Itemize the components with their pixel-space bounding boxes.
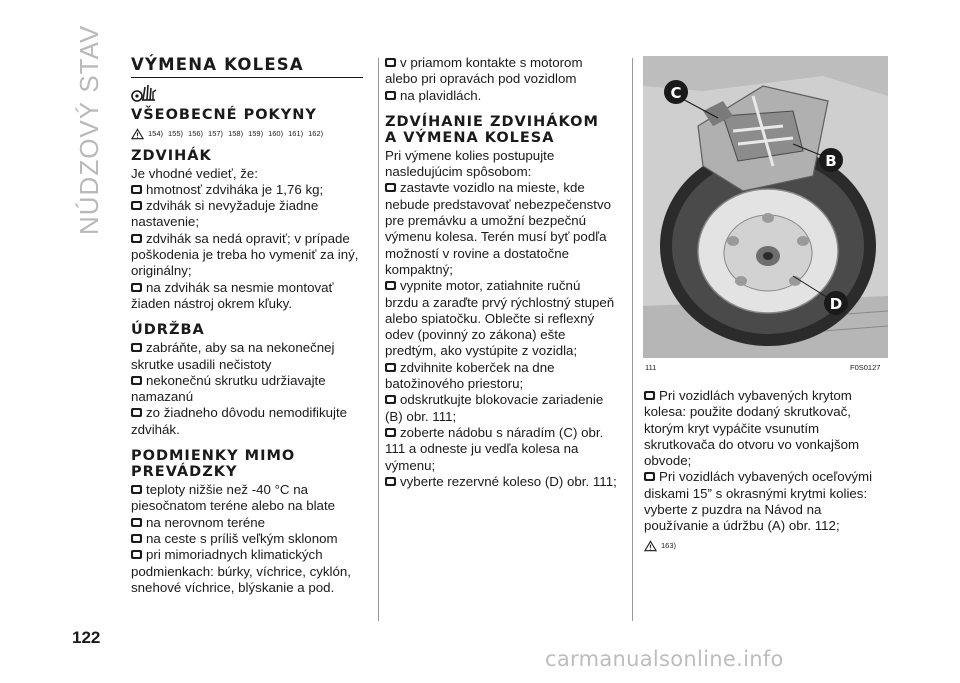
warning-ref: 158)	[228, 129, 244, 139]
page-number: 122	[72, 628, 101, 647]
figure-number: 111	[645, 363, 657, 372]
jacking-heading: ZDVÍHANIE ZDVIHÁKOM A VÝMENA KOLESA	[385, 113, 599, 146]
bullet-icon	[385, 58, 396, 67]
bullet-icon	[385, 183, 396, 192]
figure-label-d: D	[829, 295, 843, 313]
bullet-icon	[644, 391, 655, 400]
column-2	[385, 55, 617, 490]
list-item: teploty nižšie než -40 °C na piesočnatom teréne alebo na blate	[131, 482, 336, 514]
bullet-icon	[385, 91, 396, 100]
list-item: vypnite motor, zatiahnite ručnú brzdu a zaraďte prvý rýchlostný stupeň alebo spiatočku. Oblečte si reflexný odev (povinný zo zákona) ešte predtým, ako vystúpite z vozidla;	[385, 278, 615, 359]
list-item: Pri vozidlách vybavených krytom kolesa: použite dodaný skrutkovač, ktorým kryt vypáčite vsunutím skrutkovača do otvoru vo vonkajšom obvode;	[644, 388, 860, 469]
figure-label-b: B	[825, 152, 837, 170]
warning-ref: 154)	[148, 129, 164, 139]
spare-wheel-figure	[643, 56, 888, 358]
tyre-tools-icon	[131, 84, 363, 102]
list-item: nekonečnú skrutku udržiavajte namazanú	[131, 372, 326, 405]
warning-ref: 155)	[168, 129, 184, 139]
watermark: carmanualsonline.info	[545, 647, 784, 671]
out-of-service-heading: PODMIENKY MIMO PREVÁDZKY	[131, 448, 296, 481]
figure-code: F0S0127	[850, 363, 881, 372]
warning-ref-list	[148, 126, 328, 142]
column-divider-2	[632, 58, 633, 621]
bullet-icon	[385, 363, 396, 372]
list-item: zdvihnite koberček na dne batožinového priestoru;	[385, 359, 555, 392]
bullet-icon	[131, 534, 142, 543]
general-instructions-heading: VŠEOBECNÉ POKYNY	[131, 107, 317, 124]
bullet-icon	[131, 234, 142, 243]
list-item: zdvihák si nevyžaduje žiadne nastavenie;	[131, 198, 319, 230]
bullet-icon	[131, 343, 142, 352]
list-item: zdvihák sa nedá opraviť; v prípade poškodenia je treba ho vymeniť za iný, originálny;	[131, 230, 359, 279]
warning-ref: 156)	[188, 129, 204, 139]
bullet-icon	[131, 408, 142, 417]
list-item: zabráňte, aby sa na nekonečnej skrutke usadili nečistoty	[131, 340, 335, 372]
bullet-icon	[385, 395, 396, 404]
bullet-icon	[131, 518, 142, 527]
list-item: pri mimoriadnych klimatických podmienkach: búrky, víchrice, cyklón, snehové víchrice, blýskanie a pod.	[131, 547, 351, 595]
warning-references	[131, 126, 363, 142]
bullet-icon	[131, 201, 142, 210]
bullet-icon	[131, 550, 142, 559]
bullet-icon	[644, 472, 655, 481]
list-item: zastavte vozidlo na mieste, kde nebude predstavovať nebezpečenstvo pre premávku a umožní bezpečnú výmenu kolesa. Terén musí byť podľa možností v rovine a dostatočne kompaktný;	[385, 180, 612, 277]
jack-heading: ZDVIHÁK	[131, 147, 212, 164]
warning-ref: 161)	[288, 129, 304, 139]
maintenance-heading: ÚDRŽBA	[131, 322, 205, 339]
list-item: na ceste s príliš veľkým sklonom	[131, 531, 363, 547]
list-item: Pri vozidlách vybavených oceľovými diskami 15” s okrasnými krytmi kolies: vyberte z puzdra na Návod na používanie a údržbu (A) obr. 112;	[644, 469, 873, 534]
list-item: na nerovnom teréne	[131, 515, 363, 531]
list-item: odskrutkujte blokovacie zariadenie (B) obr. 111;	[385, 392, 604, 424]
warning-triangle-icon	[131, 128, 144, 140]
bullet-icon	[385, 477, 396, 486]
warning-ref: 157)	[208, 129, 224, 139]
bullet-icon	[131, 485, 142, 494]
warning-ref: 163)	[661, 540, 677, 550]
jacking-intro: Pri výmene kolies postupujte nasledujúcim spôsobom:	[385, 147, 555, 180]
side-section-title: NÚDZOVÝ STAV	[74, 24, 104, 235]
column-1	[131, 55, 363, 596]
warning-references	[644, 538, 888, 554]
warning-ref: 159)	[248, 129, 264, 139]
bullet-icon	[131, 283, 142, 292]
bullet-icon	[131, 376, 142, 385]
column-divider-1	[378, 58, 379, 621]
list-item: na zdvihák sa nesmie montovať žiaden nástroj okrem kľuky.	[131, 279, 334, 311]
warning-triangle-icon	[644, 540, 657, 552]
list-item: hmotnosť zdviháka je 1,76 kg;	[131, 182, 363, 198]
jack-intro: Je vhodné vedieť, že:	[131, 165, 258, 181]
list-item: na plavidlách.	[385, 88, 617, 104]
list-item: vyberte rezervné koleso (D) obr. 111;	[385, 474, 617, 490]
bullet-icon	[385, 428, 396, 437]
bullet-icon	[385, 281, 396, 290]
bullet-icon	[131, 185, 142, 194]
list-item: v priamom kontakte s motorom alebo pri opravách pod vozidlom	[385, 55, 583, 87]
list-item: zo žiadneho dôvodu nemodifikujte zdvihák.	[131, 405, 348, 437]
list-item: zoberte nádobu s náradím (C) obr. 111 a odneste ju vedľa kolesa na výmenu;	[385, 424, 604, 473]
section-title: VÝMENA KOLESA	[131, 55, 363, 78]
warning-ref: 160)	[268, 129, 284, 139]
column-3	[644, 388, 888, 558]
warning-ref: 162)	[308, 129, 324, 139]
figure-label-c: C	[670, 84, 682, 102]
